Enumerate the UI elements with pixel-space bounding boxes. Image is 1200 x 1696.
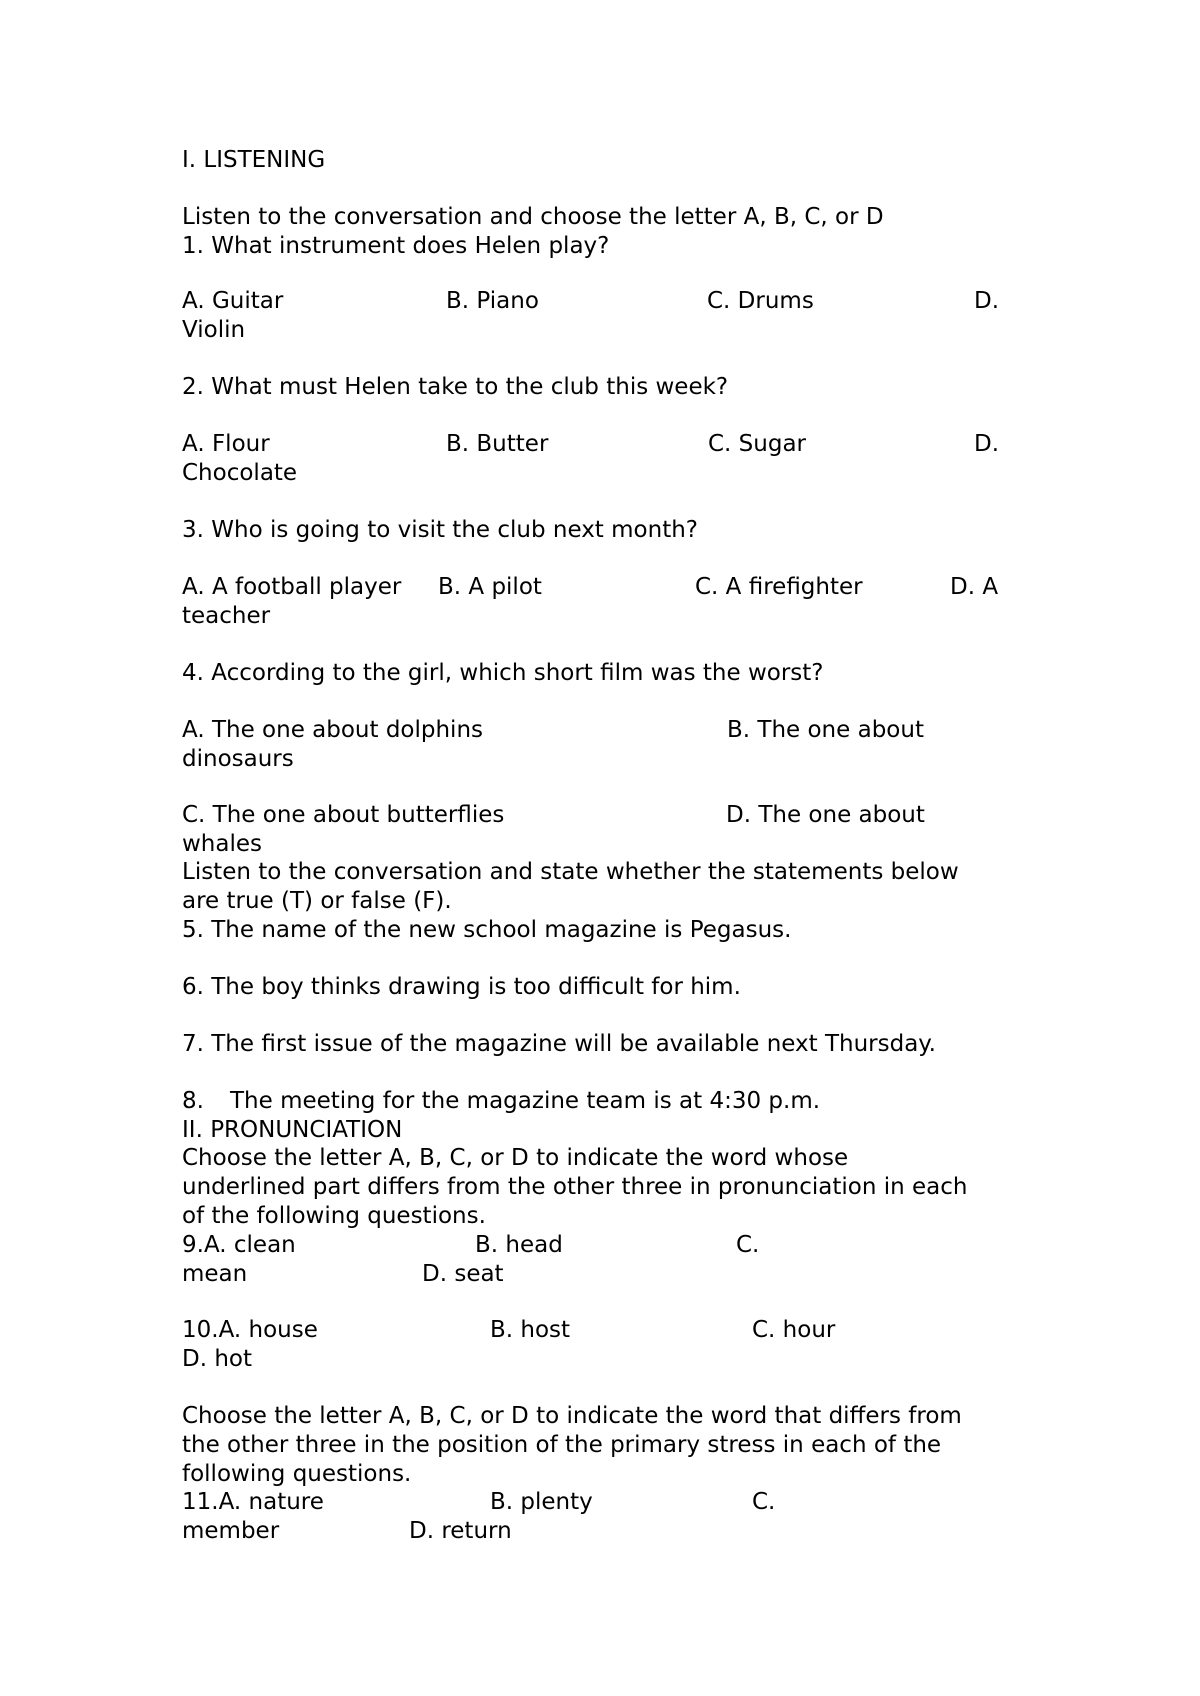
question-9-option-d: D. seat [422,1261,504,1287]
instruction-true-false-line-1: Listen to the conversation and state whether the statements below [182,859,959,885]
question-1-option-d: D. [974,288,1000,314]
question-4-stem: 4. According to the girl, which short film was the worst? [182,660,824,686]
question-10-option-a: 10.A. house [182,1317,318,1343]
instruction-pronunciation-line-3: of the following questions. [182,1203,486,1229]
question-9-option-c-wrap: mean [182,1261,248,1287]
question-1-option-a: A. Guitar [182,288,284,314]
question-3-option-a: A. A football player [182,574,402,600]
question-1-option-b: B. Piano [446,288,539,314]
section-heading-pronunciation: II. PRONUNCIATION [182,1117,403,1143]
question-2-option-d-wrap: Chocolate [182,460,298,486]
question-9-option-a: 9.A. clean [182,1232,296,1258]
instruction-true-false-line-2: are true (T) or false (F). [182,888,452,914]
question-11-option-d: D. return [409,1518,512,1544]
question-10-option-d: D. hot [182,1346,252,1372]
question-2-option-c: C. Sugar [708,431,807,457]
question-1-option-c: C. Drums [707,288,814,314]
statement-8-number: 8. [182,1088,204,1114]
section-heading-listening: I. LISTENING [182,147,326,173]
question-3-option-b: B. A pilot [438,574,542,600]
question-3-stem: 3. Who is going to visit the club next month? [182,517,698,543]
question-11-option-c-wrap: member [182,1518,280,1544]
question-3-option-d-wrap: teacher [182,603,271,629]
instruction-listening-choose: Listen to the conversation and choose the letter A, B, C, or D [182,204,884,230]
statement-6: 6. The boy thinks drawing is too difficult for him. [182,974,741,1000]
question-9-option-c: C. [736,1232,760,1258]
question-1-stem: 1. What instrument does Helen play? [182,233,610,259]
question-4-option-b: B. The one about [727,717,924,743]
question-4-option-d-wrap: whales [182,831,263,857]
instruction-stress-line-2: the other three in the position of the primary stress in each of the [182,1432,942,1458]
question-2-stem: 2. What must Helen take to the club this week? [182,374,729,400]
question-11-option-c: C. [752,1489,776,1515]
question-10-option-c: C. hour [752,1317,836,1343]
question-3-option-d: D. A [950,574,999,600]
statement-7: 7. The first issue of the magazine will be available next Thursday. [182,1031,936,1057]
instruction-stress-line-3: following questions. [182,1461,412,1487]
question-10-option-b: B. host [490,1317,571,1343]
question-3-option-c: C. A firefighter [695,574,863,600]
instruction-stress-line-1: Choose the letter A, B, C, or D to indicate the word that differs from [182,1403,962,1429]
instruction-pronunciation-line-2: underlined part differs from the other three in pronunciation in each [182,1174,968,1200]
question-2-option-d: D. [974,431,1000,457]
question-9-option-b: B. head [475,1232,563,1258]
instruction-pronunciation-line-1: Choose the letter A, B, C, or D to indicate the word whose [182,1145,849,1171]
statement-8-text: The meeting for the magazine team is at 4:30 p.m. [230,1088,821,1114]
question-2-option-b: B. Butter [446,431,549,457]
question-11-option-b: B. plenty [490,1489,593,1515]
question-11-option-a: 11.A. nature [182,1489,324,1515]
question-4-option-a: A. The one about dolphins [182,717,484,743]
question-4-option-b-wrap: dinosaurs [182,746,294,772]
question-1-option-d-wrap: Violin [182,317,246,343]
question-4-option-d: D. The one about [726,802,925,828]
statement-5: 5. The name of the new school magazine is Pegasus. [182,917,792,943]
question-4-option-c: C. The one about butterflies [182,802,505,828]
question-2-option-a: A. Flour [182,431,270,457]
